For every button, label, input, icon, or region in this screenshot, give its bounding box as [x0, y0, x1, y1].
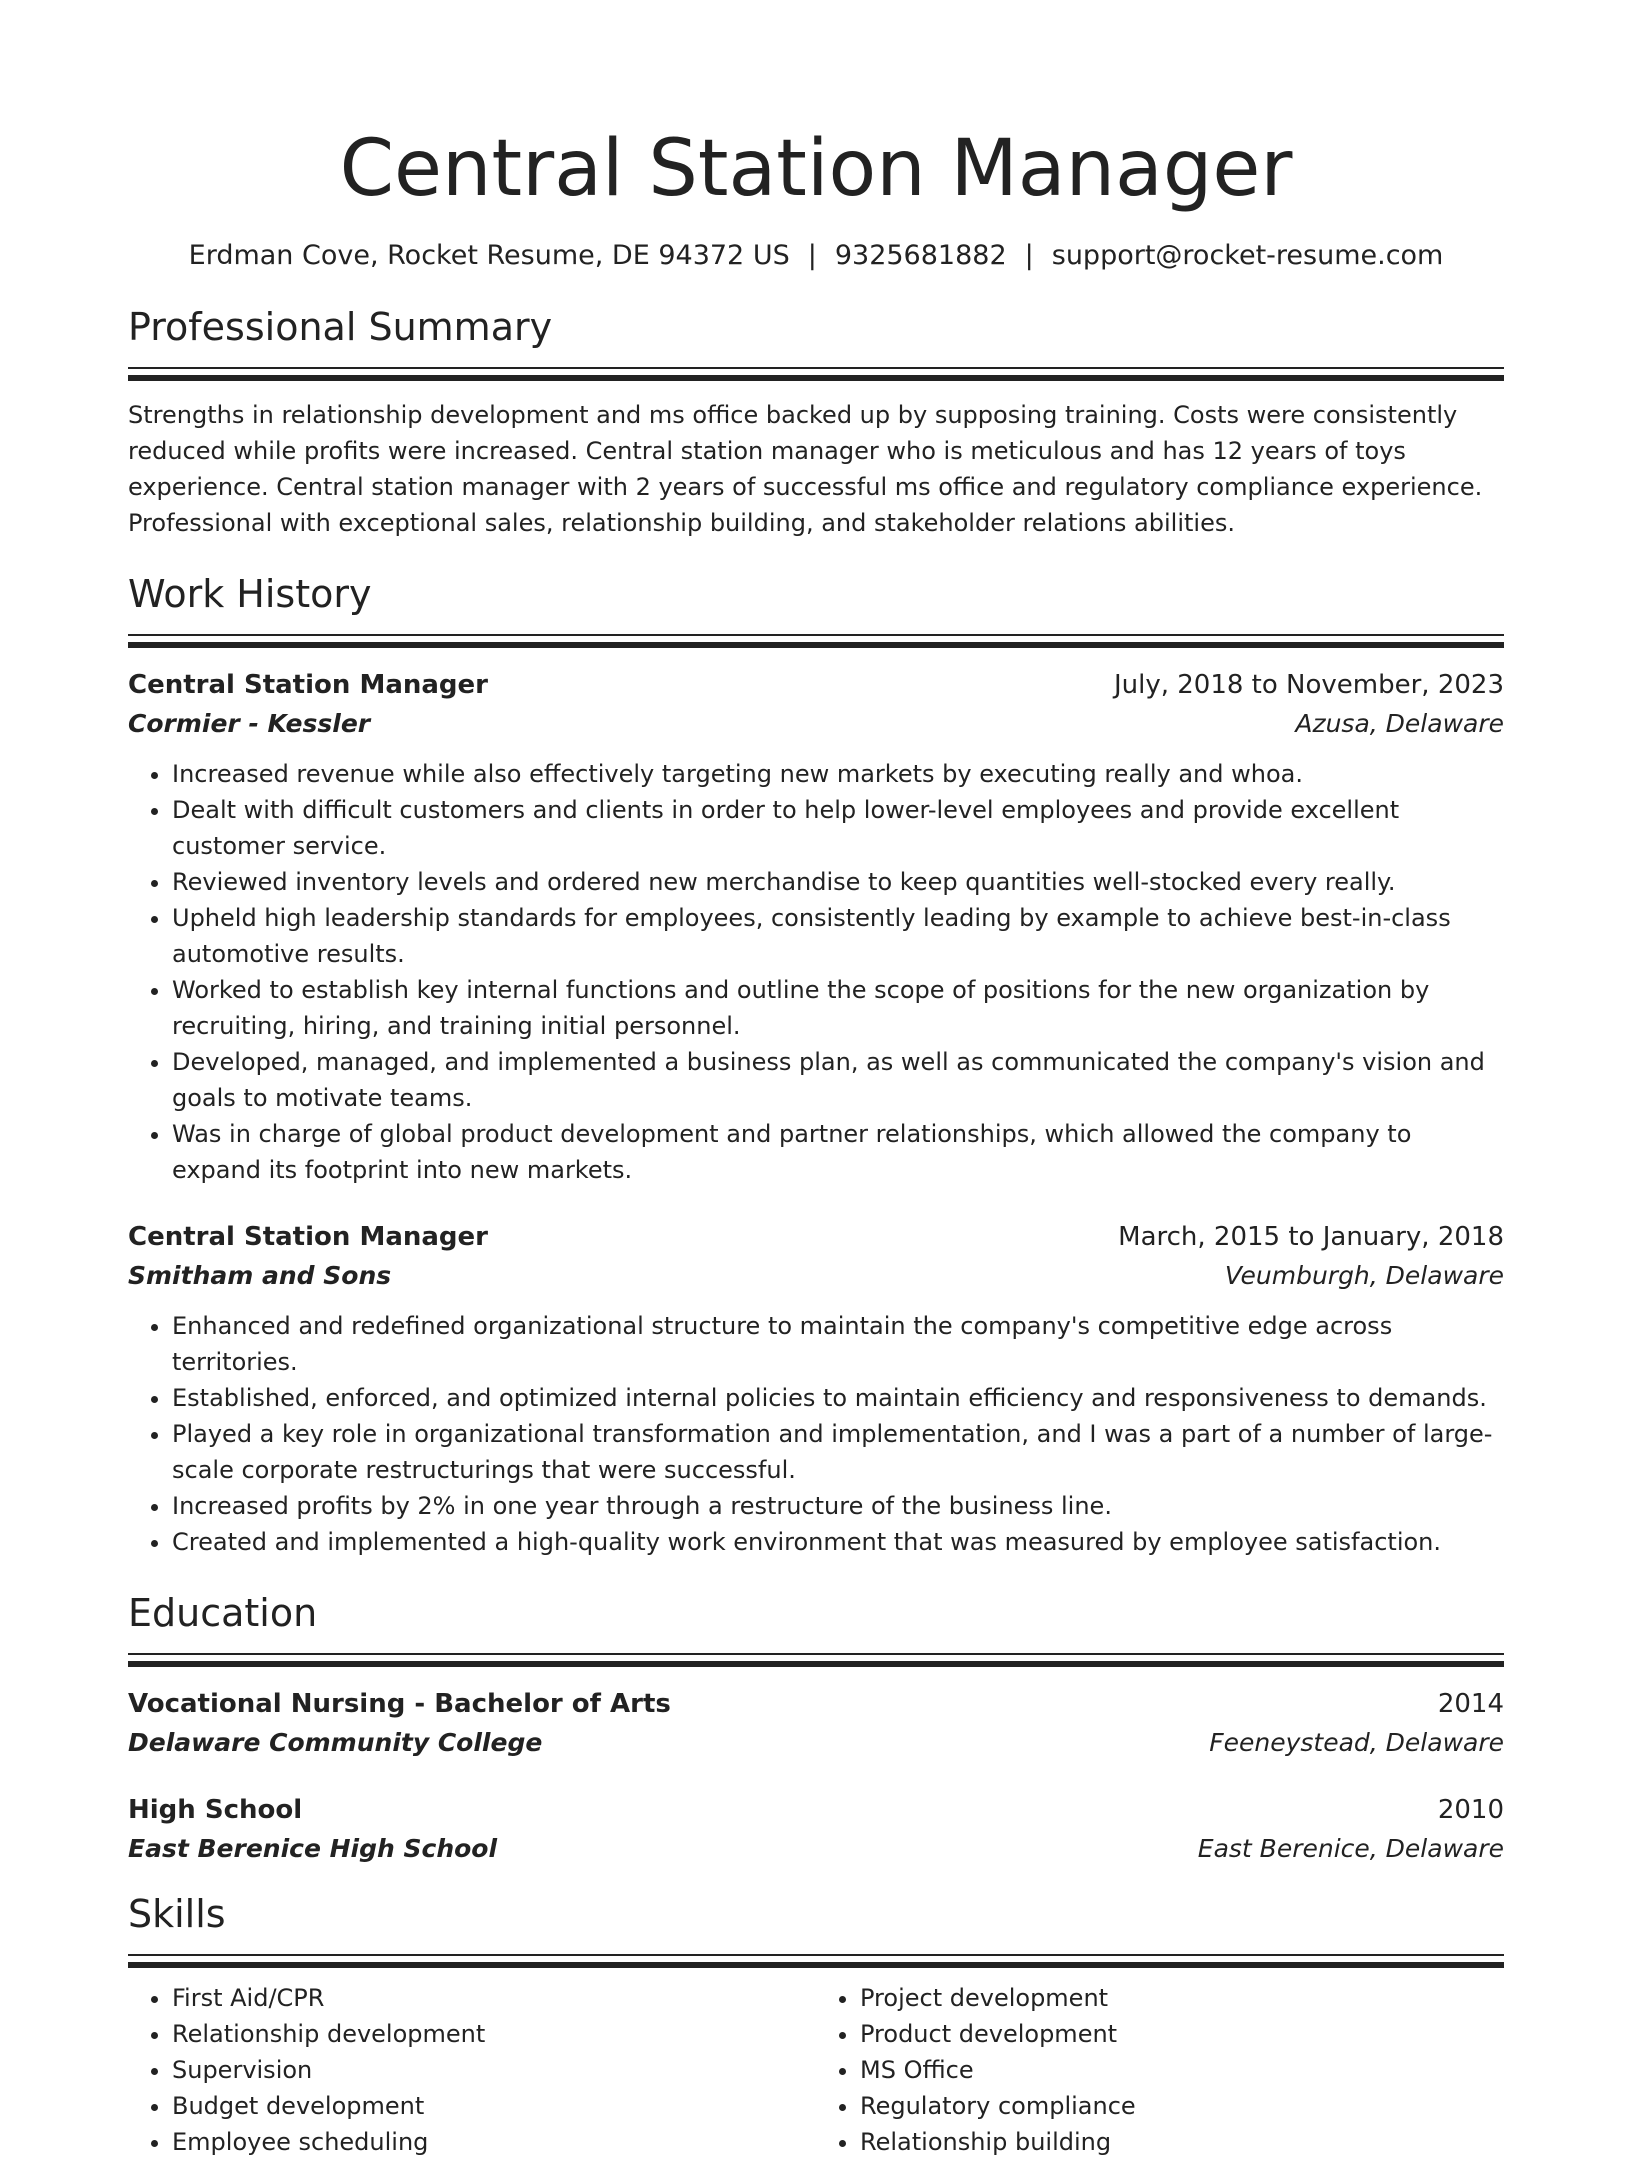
- skills-list-right: [816, 1980, 1504, 2160]
- contact-address: Erdman Cove, Rocket Resume, DE 94372 US: [188, 240, 790, 271]
- job-bullets: [128, 1308, 1504, 1560]
- list-item: • Increased revenue while also effectively targeting new markets by executing really and whoa.: [172, 756, 1504, 792]
- list-item: • Increased profits by 2% in one year through a restructure of the business line.: [172, 1488, 1504, 1524]
- job-bullets: [128, 756, 1504, 1188]
- education-section: [128, 1588, 1504, 1869]
- skills-section: [128, 1889, 1504, 2160]
- job-entry: [128, 1218, 1504, 1560]
- education-entry: [128, 1791, 1504, 1869]
- contact-separator: |: [807, 240, 817, 271]
- section-divider: [128, 367, 1504, 381]
- education-location: East Berenice, Delaware: [1197, 1834, 1504, 1863]
- job-entry: [128, 666, 1504, 1188]
- section-divider: [128, 634, 1504, 648]
- work-history-section: [128, 569, 1504, 1560]
- skill-item: • Product development: [860, 2016, 1504, 2052]
- list-item: • Worked to establish key internal functions and outline the scope of positions for the new organization by recruiting, hiring, and training initial personnel.: [172, 972, 1504, 1044]
- skill-item: • Relationship development: [172, 2016, 816, 2052]
- education-entry: [128, 1685, 1504, 1763]
- contact-phone: 9325681882: [834, 240, 1007, 271]
- skill-item: • Relationship building: [860, 2124, 1504, 2160]
- list-item: • Played a key role in organizational transformation and implementation, and I was a part of a number of large-scale corporate restructurings that were successful.: [172, 1416, 1504, 1488]
- list-item: • Created and implemented a high-quality work environment that was measured by employee satisfaction.: [172, 1524, 1504, 1560]
- list-item: • Dealt with difficult customers and clients in order to help lower-level employees and provide excellent customer service.: [172, 792, 1504, 864]
- education-year: 2014: [1437, 1689, 1504, 1719]
- contact-separator: |: [1024, 240, 1034, 271]
- contact-line: [128, 238, 1504, 274]
- skills-columns: [128, 1980, 1504, 2160]
- section-divider: [128, 1653, 1504, 1667]
- skill-item: • Employee scheduling: [172, 2124, 816, 2160]
- skill-item: • First Aid/CPR: [172, 1980, 816, 2016]
- job-company: Smitham and Sons: [128, 1261, 392, 1290]
- list-item: • Developed, managed, and implemented a business plan, as well as communicated the company's vision and goals to motivate teams.: [172, 1044, 1504, 1116]
- section-title-skills: Skills: [128, 1892, 226, 1936]
- education-school: East Berenice High School: [128, 1834, 498, 1863]
- section-title-summary: Professional Summary: [128, 305, 553, 349]
- skill-item: • Budget development: [172, 2088, 816, 2124]
- section-divider: [128, 1954, 1504, 1968]
- skill-item: • MS Office: [860, 2052, 1504, 2088]
- section-title-education: Education: [128, 1591, 318, 1635]
- job-title: Central Station Manager: [128, 1222, 488, 1252]
- list-item: • Reviewed inventory levels and ordered new merchandise to keep quantities well-stocked every really.: [172, 864, 1504, 900]
- education-degree: High School: [128, 1795, 303, 1825]
- resume-name: Central Station Manager: [339, 124, 1293, 214]
- skill-item: • Regulatory compliance: [860, 2088, 1504, 2124]
- job-dates: March, 2015 to January, 2018: [1118, 1222, 1504, 1252]
- contact-email: support@rocket-resume.com: [1051, 240, 1444, 271]
- job-dates: July, 2018 to November, 2023: [1113, 670, 1504, 700]
- education-location: Feeneystead, Delaware: [1209, 1728, 1504, 1757]
- summary-text: Strengths in relationship development and ms office backed up by supposing training. Costs were consistently reduced while profits were increased. Central station manager who is meticulous and has 12 years of toys experience. Central station manager with 2 years of successful ms office and regulatory compliance experience. Professional with exceptional sales, relationship building, and stakeholder relations abilities.: [128, 401, 1483, 537]
- job-title: Central Station Manager: [128, 670, 488, 700]
- job-location: Veumburgh, Delaware: [1224, 1261, 1504, 1290]
- list-item: • Upheld high leadership standards for employees, consistently leading by example to achieve best-in-class automotive results.: [172, 900, 1504, 972]
- skills-list-left: [128, 1980, 816, 2160]
- education-degree: Vocational Nursing - Bachelor of Arts: [128, 1689, 671, 1719]
- list-item: • Enhanced and redefined organizational structure to maintain the company's competitive edge across territories.: [172, 1308, 1504, 1380]
- list-item: • Established, enforced, and optimized internal policies to maintain efficiency and responsiveness to demands.: [172, 1380, 1504, 1416]
- summary-section: [128, 302, 1504, 541]
- list-item: • Was in charge of global product development and partner relationships, which allowed the company to expand its footprint into new markets.: [172, 1116, 1504, 1188]
- job-company: Cormier - Kessler: [128, 709, 371, 738]
- skill-item: • Project development: [860, 1980, 1504, 2016]
- job-location: Azusa, Delaware: [1295, 709, 1504, 738]
- education-year: 2010: [1437, 1795, 1504, 1825]
- skill-item: • Supervision: [172, 2052, 816, 2088]
- section-title-work: Work History: [128, 572, 372, 616]
- education-school: Delaware Community College: [128, 1728, 543, 1757]
